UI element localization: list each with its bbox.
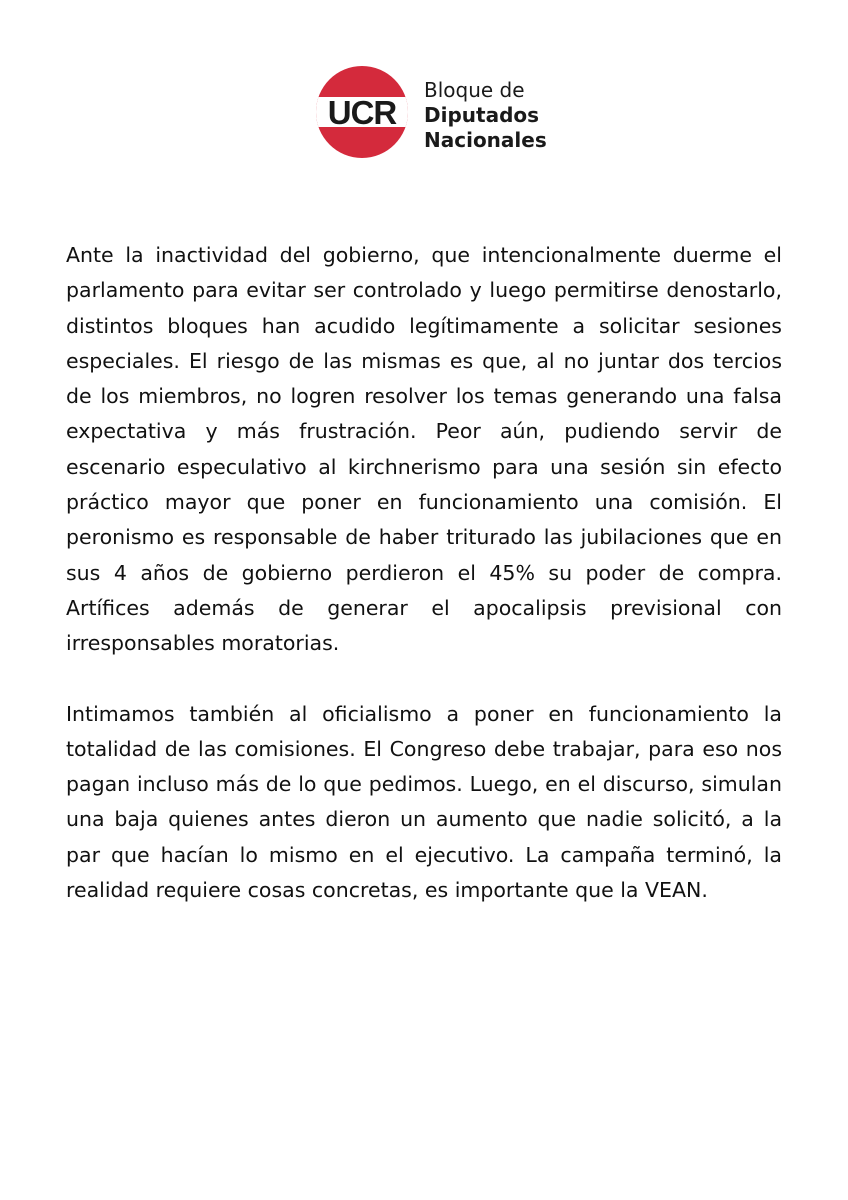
logo-line-2: Diputados [424,103,540,127]
paragraph-2: Intimamos también al oficialismo a poner en funcionamiento la totalidad de las comisiones. El Congreso debe trabajar, para eso nos pagan incluso más de lo que pedimos. Luego, en el discurso, simulan una baja quienes antes dieron un aumento que nadie solicitó, a la par que hacían lo mismo en el ejecutivo. La campaña terminó, la realidad requiere cosas concretas, es importante que la VEAN. [66,701,782,903]
logo-line-3: Nacionales [424,128,547,152]
ucr-logo [316,66,556,158]
logo-wordmark [424,78,547,153]
logo-line-1: Bloque de [424,78,525,102]
ucr-circle-logo-icon [316,66,408,158]
logo-mark-text: UCR [327,94,397,131]
statement-body [66,238,782,908]
paragraph-1: Ante la inactividad del gobierno, que intencionalmente duerme el parlamento para evitar ser controlado y luego permitirse denostarlo, distintos bloques han acudido legítimamente a solicitar sesiones especiales. El riesgo de las mismas es que, al no juntar dos tercios de los miembros, no logren resolver los temas generando una falsa expectativa y más frustración. Peor aún, pudiendo servir de escenario especulativo al kirchnerismo para una sesión sin efecto práctico mayor que poner en funcionamiento una comisión. El peronismo es responsable de haber triturado las jubilaciones que en sus 4 años de gobierno perdieron el 45% su poder de compra. Artífices además de generar el apocalipsis previsional con irresponsables moratorias. [66,243,782,656]
